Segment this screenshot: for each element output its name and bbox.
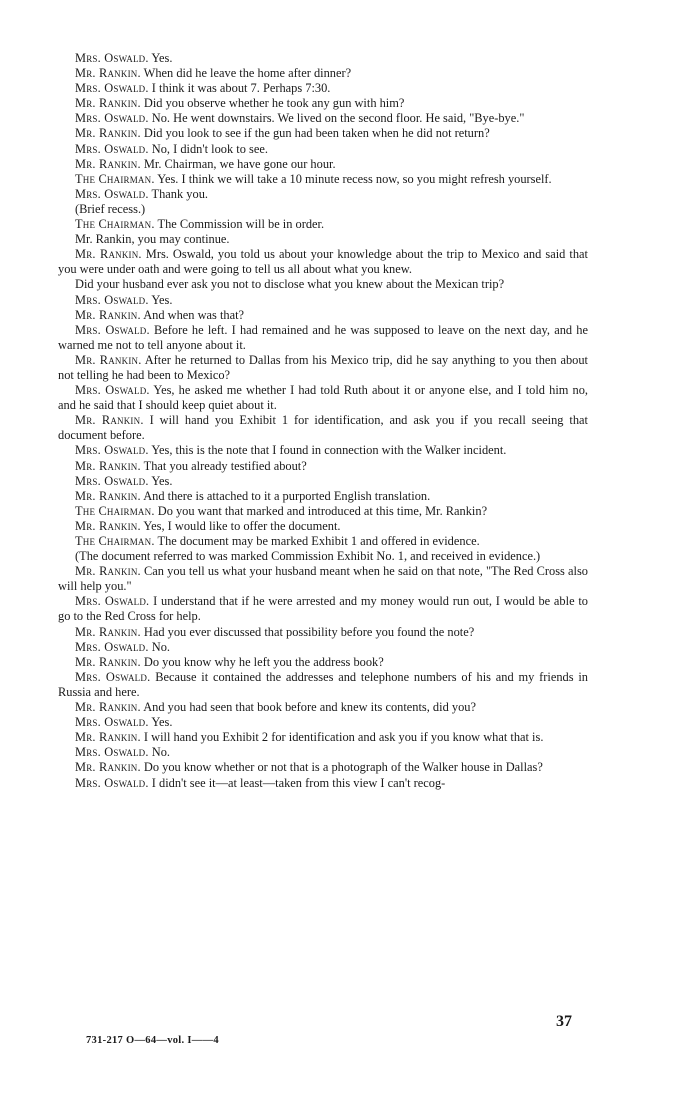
paragraph-text: No, I didn't look to see. bbox=[151, 141, 268, 156]
paragraph-text: And there is attached to it a purported English translation. bbox=[143, 488, 431, 503]
testimony-paragraph bbox=[58, 730, 588, 745]
paragraph-text: Mr. Rankin, you may continue. bbox=[75, 232, 230, 247]
testimony-paragraph bbox=[58, 217, 588, 232]
testimony-body bbox=[58, 51, 588, 791]
speaker-name: Mr. Rankin. bbox=[75, 247, 142, 262]
paragraph-text: Yes. bbox=[151, 715, 173, 730]
speaker-name: Mr. Rankin. bbox=[75, 518, 141, 533]
testimony-paragraph bbox=[58, 383, 588, 413]
speaker-name: Mrs. Oswald. bbox=[75, 111, 149, 126]
speaker-name: The Chairman. bbox=[75, 171, 155, 186]
print-code: 731-217 O—64—vol. I——4 bbox=[86, 1035, 219, 1046]
speaker-name: Mr. Rankin. bbox=[75, 488, 141, 503]
speaker-name: Mr. Rankin. bbox=[75, 126, 141, 141]
testimony-paragraph bbox=[58, 413, 588, 443]
speaker-name: Mrs. Oswald. bbox=[75, 669, 151, 684]
speaker-name: Mrs. Oswald. bbox=[75, 141, 149, 156]
speaker-name: Mrs. Oswald. bbox=[75, 292, 149, 307]
testimony-paragraph bbox=[58, 760, 588, 775]
testimony-paragraph bbox=[58, 187, 588, 202]
speaker-name: Mrs. Oswald. bbox=[75, 594, 150, 609]
paragraph-text: Mrs. Oswald, you told us about your knowledge about the trip to Mexico and said that you were under oath and were going to tell us all about what you knew. bbox=[58, 247, 588, 277]
paragraph-text: I understand that if he were arrested and my money would run out, I would be able to go to the Red Cross for help. bbox=[58, 594, 588, 624]
paragraph-text: I will hand you Exhibit 1 for identification, and ask you if you recall seeing that document before. bbox=[58, 413, 588, 443]
testimony-paragraph bbox=[58, 715, 588, 730]
testimony-paragraph bbox=[58, 489, 588, 504]
paragraph-text: Yes. bbox=[151, 51, 173, 65]
speaker-name: Mrs. Oswald. bbox=[75, 443, 149, 458]
testimony-paragraph bbox=[58, 353, 588, 383]
testimony-paragraph bbox=[58, 519, 588, 534]
paragraph-text: I will hand you Exhibit 2 for identification and ask you if you know what that is. bbox=[143, 730, 544, 745]
testimony-paragraph bbox=[58, 96, 588, 111]
speaker-name: Mrs. Oswald. bbox=[75, 775, 149, 790]
paragraph-text: (The document referred to was marked Commission Exhibit No. 1, and received in evidence.) bbox=[75, 549, 541, 564]
testimony-paragraph bbox=[58, 504, 588, 519]
testimony-paragraph bbox=[58, 640, 588, 655]
speaker-name: Mr. Rankin. bbox=[75, 413, 144, 428]
speaker-name: Mrs. Oswald. bbox=[75, 715, 149, 730]
speaker-name: Mrs. Oswald. bbox=[75, 383, 150, 398]
testimony-paragraph bbox=[58, 745, 588, 760]
paragraph-text: After he returned to Dallas from his Mexico trip, did he say anything to you then about not telling he had been to Mexico? bbox=[58, 352, 588, 382]
speaker-name: Mr. Rankin. bbox=[75, 654, 141, 669]
testimony-paragraph bbox=[58, 670, 588, 700]
speaker-name: Mr. Rankin. bbox=[75, 458, 141, 473]
testimony-paragraph bbox=[58, 111, 588, 126]
testimony-paragraph bbox=[58, 66, 588, 81]
paragraph-text: Yes, I would like to offer the document. bbox=[143, 518, 341, 533]
speaker-name: Mrs. Oswald. bbox=[75, 322, 150, 337]
testimony-paragraph bbox=[58, 443, 588, 458]
paragraph-text: When did he leave the home after dinner? bbox=[143, 66, 352, 81]
speaker-name: Mr. Rankin. bbox=[75, 307, 141, 322]
paragraph-text: No. He went downstairs. We lived on the second floor. He said, "Bye-bye." bbox=[151, 111, 525, 126]
paragraph-text: The document may be marked Exhibit 1 and offered in evidence. bbox=[157, 534, 480, 548]
paragraph-text: Do you know whether or not that is a photograph of the Walker house in Dallas? bbox=[143, 760, 543, 775]
testimony-paragraph bbox=[58, 157, 588, 172]
testimony-paragraph bbox=[58, 534, 588, 549]
paragraph-text: Thank you. bbox=[151, 186, 208, 201]
testimony-paragraph bbox=[58, 308, 588, 323]
paragraph-text: No. bbox=[151, 639, 171, 654]
paragraph-text: Yes. bbox=[151, 473, 173, 488]
speaker-name: Mrs. Oswald. bbox=[75, 186, 149, 201]
paragraph-text: Did you observe whether he took any gun with him? bbox=[143, 96, 405, 111]
testimony-paragraph bbox=[58, 323, 588, 353]
speaker-name: Mrs. Oswald. bbox=[75, 81, 149, 96]
page-number: 37 bbox=[556, 1013, 572, 1030]
testimony-paragraph bbox=[58, 202, 588, 217]
speaker-name: Mrs. Oswald. bbox=[75, 51, 149, 65]
speaker-name: Mr. Rankin. bbox=[75, 352, 142, 367]
testimony-paragraph bbox=[58, 459, 588, 474]
speaker-name: Mr. Rankin. bbox=[75, 96, 141, 111]
speaker-name: The Chairman. bbox=[75, 534, 155, 548]
paragraph-text: Yes. I think we will take a 10 minute recess now, so you might refresh yourself. bbox=[157, 171, 552, 186]
paragraph-text: And you had seen that book before and knew its contents, did you? bbox=[143, 700, 476, 715]
paragraph-text: Yes, he asked me whether I had told Ruth about it or anyone else, and I told him no, and he said that I should keep quiet about it. bbox=[58, 383, 589, 413]
paragraph-text: Do you know why he left you the address book? bbox=[143, 654, 384, 669]
testimony-paragraph bbox=[58, 81, 588, 96]
paragraph-text: Yes. bbox=[151, 292, 173, 307]
testimony-paragraph bbox=[58, 247, 588, 277]
paragraph-text: Did you look to see if the gun had been taken when he did not return? bbox=[143, 126, 490, 141]
testimony-paragraph bbox=[58, 126, 588, 141]
testimony-paragraph bbox=[58, 277, 588, 292]
speaker-name: Mr. Rankin. bbox=[75, 564, 141, 579]
paragraph-text: Did your husband ever ask you not to disclose what you knew about the Mexican trip? bbox=[75, 277, 505, 292]
paragraph-text: (Brief recess.) bbox=[75, 201, 146, 216]
testimony-paragraph bbox=[58, 549, 588, 564]
speaker-name: Mr. Rankin. bbox=[75, 730, 141, 745]
testimony-paragraph bbox=[58, 232, 588, 247]
paragraph-text: The Commission will be in order. bbox=[157, 217, 325, 232]
speaker-name: Mrs. Oswald. bbox=[75, 745, 149, 760]
speaker-name: Mrs. Oswald. bbox=[75, 639, 149, 654]
testimony-paragraph bbox=[58, 776, 588, 791]
paragraph-text: Before he left. I had remained and he was supposed to leave on the next day, and he warned me not to tell anyone about it. bbox=[58, 322, 588, 352]
testimony-paragraph bbox=[58, 293, 588, 308]
speaker-name: Mr. Rankin. bbox=[75, 156, 141, 171]
testimony-paragraph bbox=[58, 625, 588, 640]
testimony-paragraph bbox=[58, 655, 588, 670]
paragraph-text: Yes, this is the note that I found in connection with the Walker incident. bbox=[151, 443, 507, 458]
paragraph-text: I think it was about 7. Perhaps 7:30. bbox=[151, 81, 331, 96]
testimony-paragraph bbox=[58, 51, 588, 66]
paragraph-text: That you already testified about? bbox=[143, 458, 307, 473]
paragraph-text: No. bbox=[151, 745, 171, 760]
speaker-name: The Chairman. bbox=[75, 217, 155, 232]
speaker-name: Mr. Rankin. bbox=[75, 760, 141, 775]
testimony-paragraph bbox=[58, 172, 588, 187]
testimony-paragraph bbox=[58, 700, 588, 715]
speaker-name: Mrs. Oswald. bbox=[75, 473, 149, 488]
testimony-paragraph bbox=[58, 474, 588, 489]
testimony-paragraph bbox=[58, 564, 588, 594]
paragraph-text: Do you want that marked and introduced at this time, Mr. Rankin? bbox=[157, 503, 488, 518]
paragraph-text: Mr. Chairman, we have gone our hour. bbox=[143, 156, 336, 171]
paragraph-text: Had you ever discussed that possibility before you found the note? bbox=[143, 624, 475, 639]
testimony-paragraph bbox=[58, 142, 588, 157]
paragraph-text: I didn't see it—at least—taken from this view I can't recog- bbox=[151, 775, 446, 790]
paragraph-text: Can you tell us what your husband meant when he said on that note, "The Red Cross also will help you." bbox=[58, 564, 588, 594]
speaker-name: Mr. Rankin. bbox=[75, 700, 141, 715]
paragraph-text: And when was that? bbox=[143, 307, 245, 322]
paragraph-text: Because it contained the addresses and telephone numbers of his and my friends in Russia and here. bbox=[58, 669, 588, 699]
speaker-name: The Chairman. bbox=[75, 503, 155, 518]
speaker-name: Mr. Rankin. bbox=[75, 66, 141, 81]
speaker-name: Mr. Rankin. bbox=[75, 624, 141, 639]
testimony-paragraph bbox=[58, 594, 588, 624]
